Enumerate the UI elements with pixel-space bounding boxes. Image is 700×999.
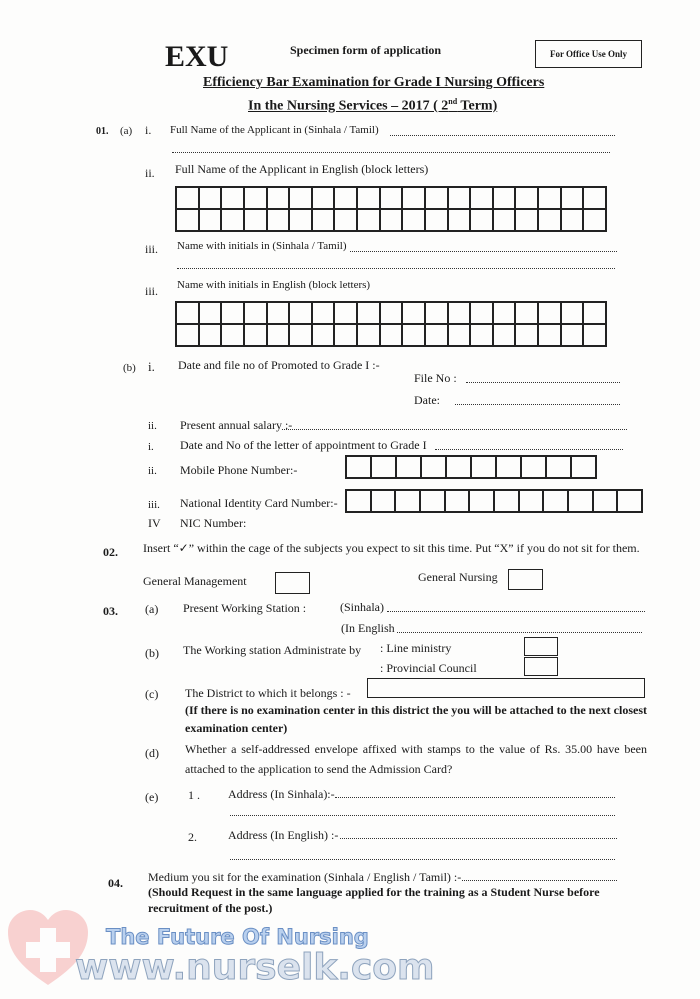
- letter-cell[interactable]: [244, 209, 267, 231]
- address-sinhala-label: Address (In Sinhala):-: [228, 787, 335, 801]
- letter-cell[interactable]: [561, 187, 584, 209]
- letter-cell[interactable]: [515, 302, 538, 324]
- letter-cell[interactable]: [470, 209, 493, 231]
- date-field[interactable]: [455, 404, 620, 405]
- letter-cell[interactable]: [519, 490, 544, 512]
- letter-cell[interactable]: [199, 302, 222, 324]
- line-ministry-label: : Line ministry: [380, 641, 452, 655]
- letter-cell[interactable]: [267, 302, 290, 324]
- full-name-english-grid[interactable]: [175, 186, 607, 232]
- letter-cell[interactable]: [176, 209, 199, 231]
- address-sinhala-field[interactable]: [335, 797, 615, 798]
- q3c-label: (c): [145, 687, 159, 701]
- q3b-label: (b): [145, 646, 159, 660]
- letter-cell[interactable]: [425, 324, 448, 346]
- letter-cell[interactable]: [583, 187, 606, 209]
- envelope-question: Whether a self-addressed envelope affixed with stamps to the value of Rs. 35.00 have been attached to the application to send the Admission Card?: [185, 742, 647, 776]
- letter-cell[interactable]: [496, 456, 521, 478]
- letter-cell[interactable]: [357, 187, 380, 209]
- letter-cell[interactable]: [493, 302, 516, 324]
- letter-cell[interactable]: [445, 490, 470, 512]
- initials-sinhala-label: Name with initials in (Sinhala / Tamil): [177, 240, 347, 252]
- form-title-2: In the Nursing Services – 2017 ( 2nd Term): [248, 97, 498, 114]
- initials-sinhala-field[interactable]: [350, 251, 617, 252]
- station-english-label: (In English: [341, 621, 395, 635]
- letter-cell[interactable]: [546, 456, 571, 478]
- letter-cell[interactable]: [617, 490, 642, 512]
- station-label: Present Working Station :: [183, 601, 307, 615]
- appointment-letter-field[interactable]: [435, 449, 623, 450]
- nic-grid[interactable]: [345, 489, 643, 513]
- general-nursing-label: General Nursing: [418, 570, 498, 584]
- letter-cell[interactable]: [244, 324, 267, 346]
- mobile-grid[interactable]: [345, 455, 597, 479]
- item-label: i.: [145, 123, 152, 137]
- full-name-sinhala-field-2[interactable]: [172, 152, 610, 153]
- q1a-label: (a): [120, 125, 133, 137]
- letter-cell[interactable]: [421, 456, 446, 478]
- letter-cell[interactable]: [371, 456, 396, 478]
- initials-english-grid[interactable]: [175, 301, 607, 347]
- letter-cell[interactable]: [448, 324, 471, 346]
- address-english-label: Address (In English) :-: [228, 828, 339, 842]
- medium-field[interactable]: [462, 880, 617, 881]
- letter-cell[interactable]: [244, 302, 267, 324]
- letter-cell[interactable]: [221, 324, 244, 346]
- address-sinhala-field-2[interactable]: [230, 815, 615, 816]
- letter-cell[interactable]: [289, 187, 312, 209]
- item-label: ii.: [148, 465, 157, 477]
- q3-number: 03.: [103, 604, 118, 618]
- letter-cell[interactable]: [312, 324, 335, 346]
- medium-label: Medium you sit for the examination (Sinhala / English / Tamil) :-: [148, 870, 462, 884]
- letter-cell[interactable]: [334, 209, 357, 231]
- station-english-field[interactable]: [397, 632, 642, 633]
- item-label: iii.: [145, 284, 159, 298]
- letter-cell[interactable]: [446, 456, 471, 478]
- letter-cell[interactable]: [380, 302, 403, 324]
- letter-cell[interactable]: [312, 209, 335, 231]
- letter-cell[interactable]: [543, 490, 568, 512]
- q3d-label: (d): [145, 746, 159, 760]
- letter-cell[interactable]: [538, 209, 561, 231]
- file-no-label: File No :: [414, 371, 457, 385]
- letter-cell[interactable]: [425, 209, 448, 231]
- letter-cell[interactable]: [470, 324, 493, 346]
- letter-cell[interactable]: [469, 490, 494, 512]
- address-english-field-2[interactable]: [230, 859, 615, 860]
- letter-cell[interactable]: [357, 209, 380, 231]
- letter-cell[interactable]: [470, 302, 493, 324]
- item-label: ii.: [148, 420, 157, 432]
- admin-label: The Working station Administrate by: [183, 643, 362, 657]
- letter-cell[interactable]: [494, 490, 519, 512]
- file-no-field[interactable]: [466, 382, 620, 383]
- letter-cell[interactable]: [267, 187, 290, 209]
- letter-cell[interactable]: [221, 187, 244, 209]
- letter-cell[interactable]: [402, 187, 425, 209]
- letter-cell[interactable]: [471, 456, 496, 478]
- address-2-number: 2.: [188, 830, 197, 844]
- general-nursing-checkbox[interactable]: [508, 569, 543, 590]
- letter-cell[interactable]: [402, 209, 425, 231]
- letter-cell[interactable]: [380, 187, 403, 209]
- full-name-english-label: Full Name of the Applicant in English (block letters): [175, 162, 429, 176]
- letter-cell[interactable]: [199, 324, 222, 346]
- q2-instructions: Insert “✓” within the cage of the subjects you expect to sit this time. Put “X” if you do not sit for them.: [143, 541, 640, 555]
- letter-cell[interactable]: [448, 302, 471, 324]
- letter-cell[interactable]: [396, 456, 421, 478]
- full-name-sinhala-label: Full Name of the Applicant in (Sinhala / Tamil): [170, 124, 379, 136]
- letter-cell[interactable]: [312, 187, 335, 209]
- nic-number-label: NIC Number:: [180, 516, 247, 530]
- letter-cell[interactable]: [538, 187, 561, 209]
- letter-cell[interactable]: [420, 490, 445, 512]
- letter-cell[interactable]: [493, 209, 516, 231]
- provincial-council-label: : Provincial Council: [380, 661, 477, 675]
- letter-cell[interactable]: [402, 302, 425, 324]
- letter-cell[interactable]: [199, 209, 222, 231]
- letter-cell[interactable]: [583, 324, 606, 346]
- q1b-label: (b): [123, 362, 136, 374]
- letter-cell[interactable]: [448, 187, 471, 209]
- item-label: i.: [148, 359, 155, 374]
- item-label: iii.: [145, 242, 159, 256]
- letter-cell[interactable]: [357, 324, 380, 346]
- q4-number: 04.: [108, 876, 123, 890]
- letter-cell[interactable]: [593, 490, 618, 512]
- letter-cell[interactable]: [380, 209, 403, 231]
- salary-label: Present annual salary :-: [180, 418, 293, 432]
- letter-cell[interactable]: [561, 324, 584, 346]
- letter-cell[interactable]: [289, 302, 312, 324]
- q3e-label: (e): [145, 790, 159, 804]
- letter-cell[interactable]: [289, 324, 312, 346]
- letter-cell[interactable]: [515, 324, 538, 346]
- q3a-label: (a): [145, 602, 159, 616]
- letter-cell[interactable]: [425, 302, 448, 324]
- initials-english-label: Name with initials in English (block letters): [177, 279, 371, 291]
- address-1-number: 1 .: [188, 788, 200, 802]
- form-subtitle: Specimen form of application: [290, 43, 441, 57]
- provincial-council-checkbox[interactable]: [524, 657, 558, 676]
- letter-cell[interactable]: [493, 187, 516, 209]
- item-label: iii.: [148, 499, 160, 511]
- general-management-label: General Management: [143, 574, 247, 588]
- letter-cell[interactable]: [244, 187, 267, 209]
- office-use-box: For Office Use Only: [535, 40, 642, 68]
- address-english-field[interactable]: [340, 838, 617, 839]
- district-note: (If there is no examination center in this district the you will be attached to the next closest examination center): [185, 703, 647, 735]
- watermark-url: www.nurselk.com: [75, 947, 435, 988]
- date-label: Date:: [414, 393, 440, 407]
- letter-cell[interactable]: [561, 302, 584, 324]
- letter-cell[interactable]: [448, 209, 471, 231]
- item-label: i.: [148, 441, 154, 453]
- letter-cell[interactable]: [334, 302, 357, 324]
- letter-cell[interactable]: [561, 209, 584, 231]
- watermark-slogan: The Future Of Nursing: [106, 925, 369, 949]
- letter-cell[interactable]: [380, 324, 403, 346]
- letter-cell[interactable]: [334, 324, 357, 346]
- letter-cell[interactable]: [221, 302, 244, 324]
- letter-cell[interactable]: [176, 302, 199, 324]
- letter-cell[interactable]: [425, 187, 448, 209]
- promoted-label: Date and file no of Promoted to Grade I :-: [178, 358, 380, 372]
- letter-cell[interactable]: [583, 209, 606, 231]
- letter-cell[interactable]: [346, 490, 371, 512]
- letter-cell[interactable]: [176, 324, 199, 346]
- letter-cell[interactable]: [346, 456, 371, 478]
- full-name-sinhala-field[interactable]: [390, 135, 615, 136]
- mobile-label: Mobile Phone Number:-: [180, 463, 298, 477]
- item-label: ii.: [145, 166, 155, 180]
- item-label: IV: [148, 516, 161, 530]
- letter-cell[interactable]: [289, 209, 312, 231]
- letter-cell[interactable]: [515, 187, 538, 209]
- letter-cell[interactable]: [538, 324, 561, 346]
- station-sinhala-field[interactable]: [387, 611, 645, 612]
- letter-cell[interactable]: [357, 302, 380, 324]
- letter-cell[interactable]: [221, 209, 244, 231]
- initials-sinhala-field-2[interactable]: [177, 268, 615, 269]
- letter-cell[interactable]: [568, 490, 593, 512]
- general-management-checkbox[interactable]: [275, 572, 310, 594]
- letter-cell[interactable]: [199, 187, 222, 209]
- letter-cell[interactable]: [493, 324, 516, 346]
- q1-number: 01.: [96, 126, 109, 137]
- letter-cell[interactable]: [521, 456, 546, 478]
- district-label: The District to which it belongs : -: [185, 686, 351, 700]
- letter-cell[interactable]: [267, 209, 290, 231]
- letter-cell[interactable]: [538, 302, 561, 324]
- nic-card-label: National Identity Card Number:-: [180, 496, 338, 510]
- appointment-letter-label: Date and No of the letter of appointment to Grade I: [180, 438, 427, 452]
- letter-cell[interactable]: [583, 302, 606, 324]
- letter-cell[interactable]: [402, 324, 425, 346]
- district-field[interactable]: [367, 678, 645, 698]
- letter-cell[interactable]: [395, 490, 420, 512]
- letter-cell[interactable]: [371, 490, 396, 512]
- salary-field[interactable]: [282, 429, 627, 430]
- letter-cell[interactable]: [515, 209, 538, 231]
- q2-number: 02.: [103, 545, 118, 559]
- line-ministry-checkbox[interactable]: [524, 637, 558, 656]
- letter-cell[interactable]: [571, 456, 596, 478]
- letter-cell[interactable]: [334, 187, 357, 209]
- form-title: Efficiency Bar Examination for Grade I Nursing Officers: [203, 75, 545, 90]
- station-sinhala-label: (Sinhala): [340, 600, 384, 614]
- medium-note: (Should Request in the same language applied for the training as a Student Nurse before recruitment of the post.): [148, 885, 600, 915]
- letter-cell[interactable]: [267, 324, 290, 346]
- letter-cell[interactable]: [470, 187, 493, 209]
- letter-cell[interactable]: [176, 187, 199, 209]
- letter-cell[interactable]: [312, 302, 335, 324]
- form-code: EXU: [165, 40, 229, 73]
